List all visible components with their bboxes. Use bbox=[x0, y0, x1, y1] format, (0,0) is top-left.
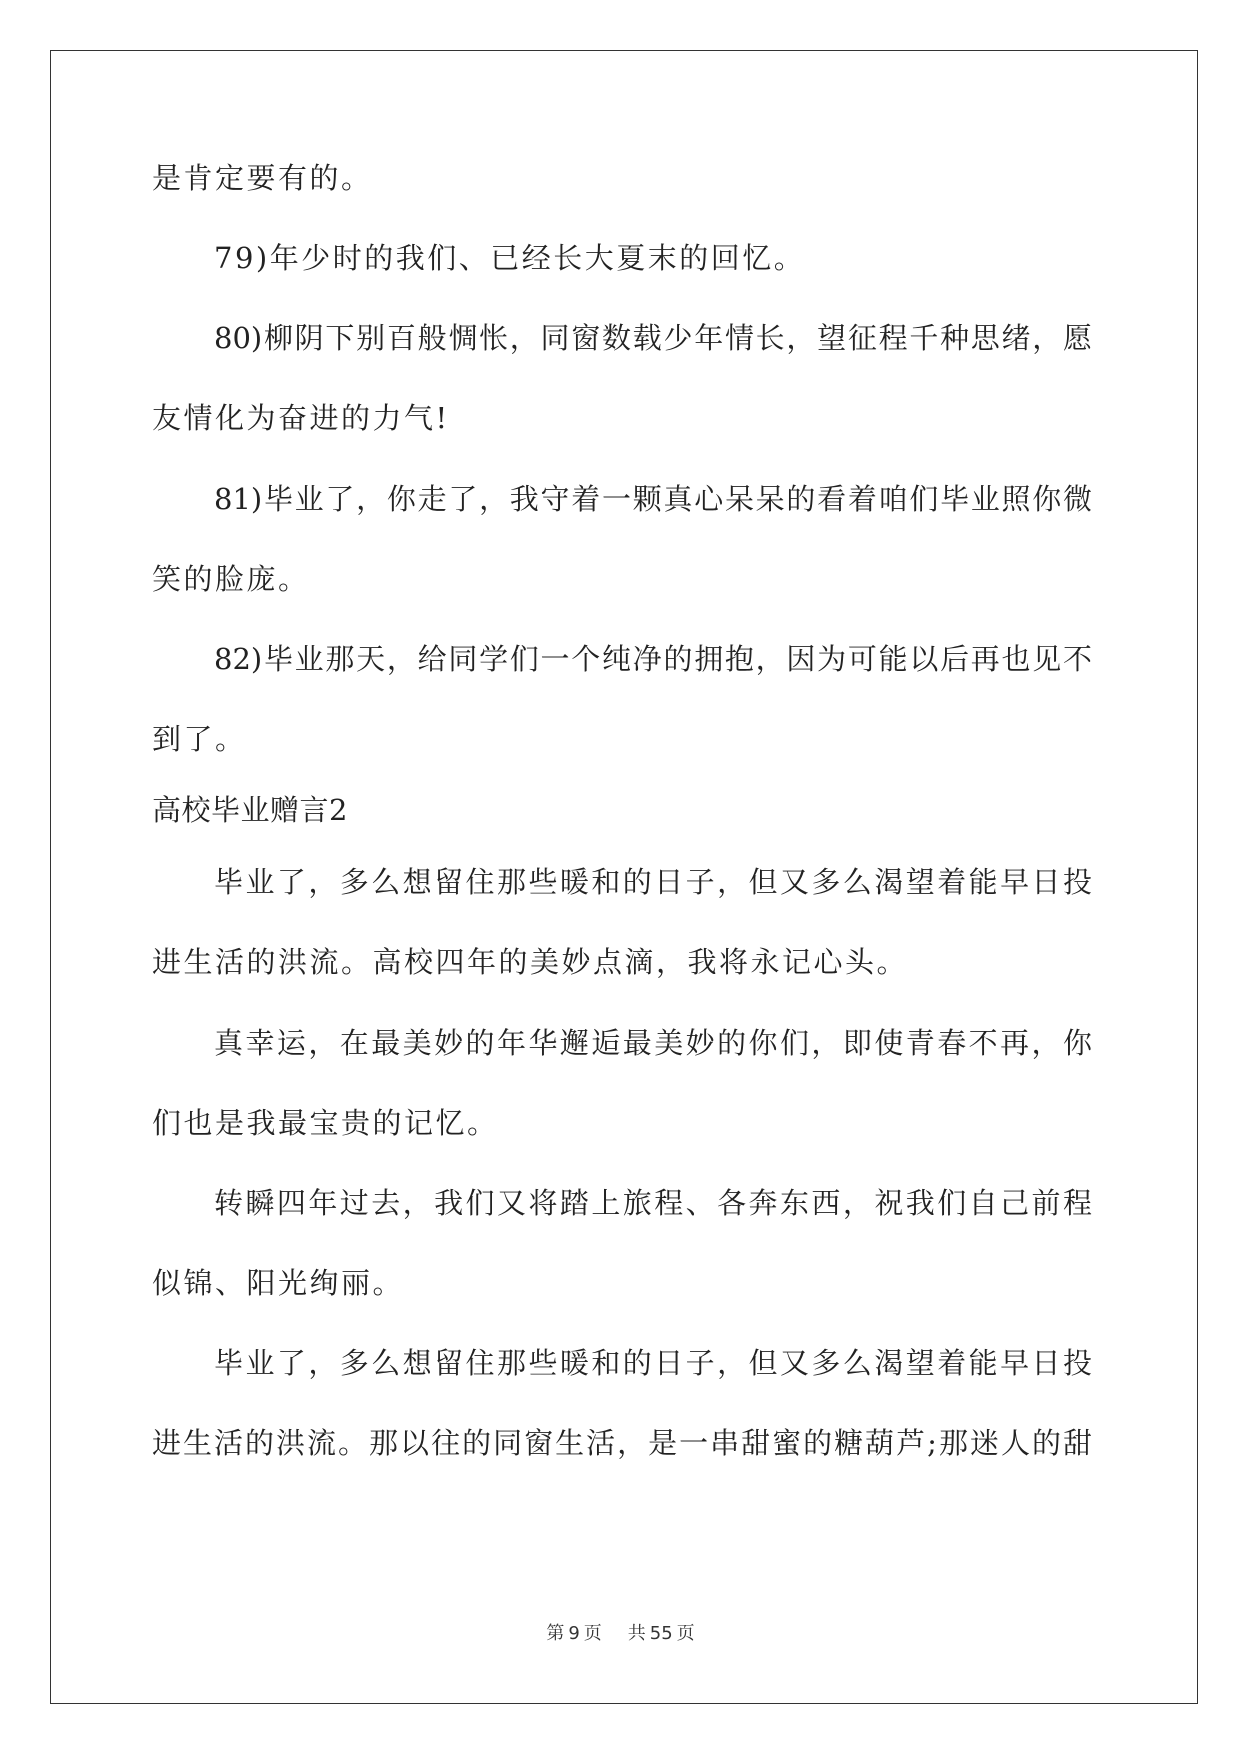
page-number: 9 bbox=[568, 1623, 580, 1644]
paragraph-line: 转瞬四年过去，我们又将踏上旅程、各奔东西，祝我们自己前程 bbox=[214, 1186, 1092, 1220]
page-suffix: 页 bbox=[583, 1623, 602, 1644]
total-prefix: 共 bbox=[627, 1623, 646, 1644]
section-heading: 高校毕业赠言2 bbox=[152, 793, 348, 827]
paragraph-line: 到了。 bbox=[152, 722, 247, 756]
paragraph-line: 82)毕业那天，给同学们一个纯净的拥抱，因为可能以后再也见不 bbox=[214, 642, 1092, 676]
total-pages: 55 bbox=[649, 1623, 673, 1644]
paragraph-line: 们也是我最宝贵的记忆。 bbox=[152, 1106, 499, 1140]
total-suffix: 页 bbox=[676, 1623, 695, 1644]
paragraph-line: 似锦、阳光绚丽。 bbox=[152, 1266, 405, 1300]
paragraph-line: 79)年少时的我们、已经长大夏末的回忆。 bbox=[214, 241, 806, 275]
paragraph-line: 80)柳阴下别百般惆怅，同窗数载少年情长，望征程千种思绪，愿 bbox=[214, 321, 1092, 355]
paragraph-line: 进生活的洪流。高校四年的美妙点滴，我将永记心头。 bbox=[152, 945, 909, 979]
paragraph-line: 真幸运，在最美妙的年华邂逅最美妙的你们，即使青春不再，你 bbox=[214, 1026, 1092, 1060]
paragraph-line: 笑的脸庞。 bbox=[152, 562, 310, 596]
paragraph-line: 进生活的洪流。那以往的同窗生活，是一串甜蜜的糖葫芦;那迷人的甜 bbox=[152, 1426, 1092, 1460]
paragraph-line: 是肯定要有的。 bbox=[152, 161, 373, 195]
paragraph-line: 友情化为奋进的力气! bbox=[152, 401, 450, 435]
page-footer bbox=[0, 1619, 1241, 1645]
paragraph-line: 毕业了，多么想留住那些暖和的日子，但又多么渴望着能早日投 bbox=[214, 865, 1092, 899]
paragraph-line: 毕业了，多么想留住那些暖和的日子，但又多么渴望着能早日投 bbox=[214, 1346, 1092, 1380]
paragraph-line: 81)毕业了，你走了，我守着一颗真心呆呆的看着咱们毕业照你微 bbox=[214, 482, 1092, 516]
page-prefix: 第 bbox=[546, 1623, 565, 1644]
